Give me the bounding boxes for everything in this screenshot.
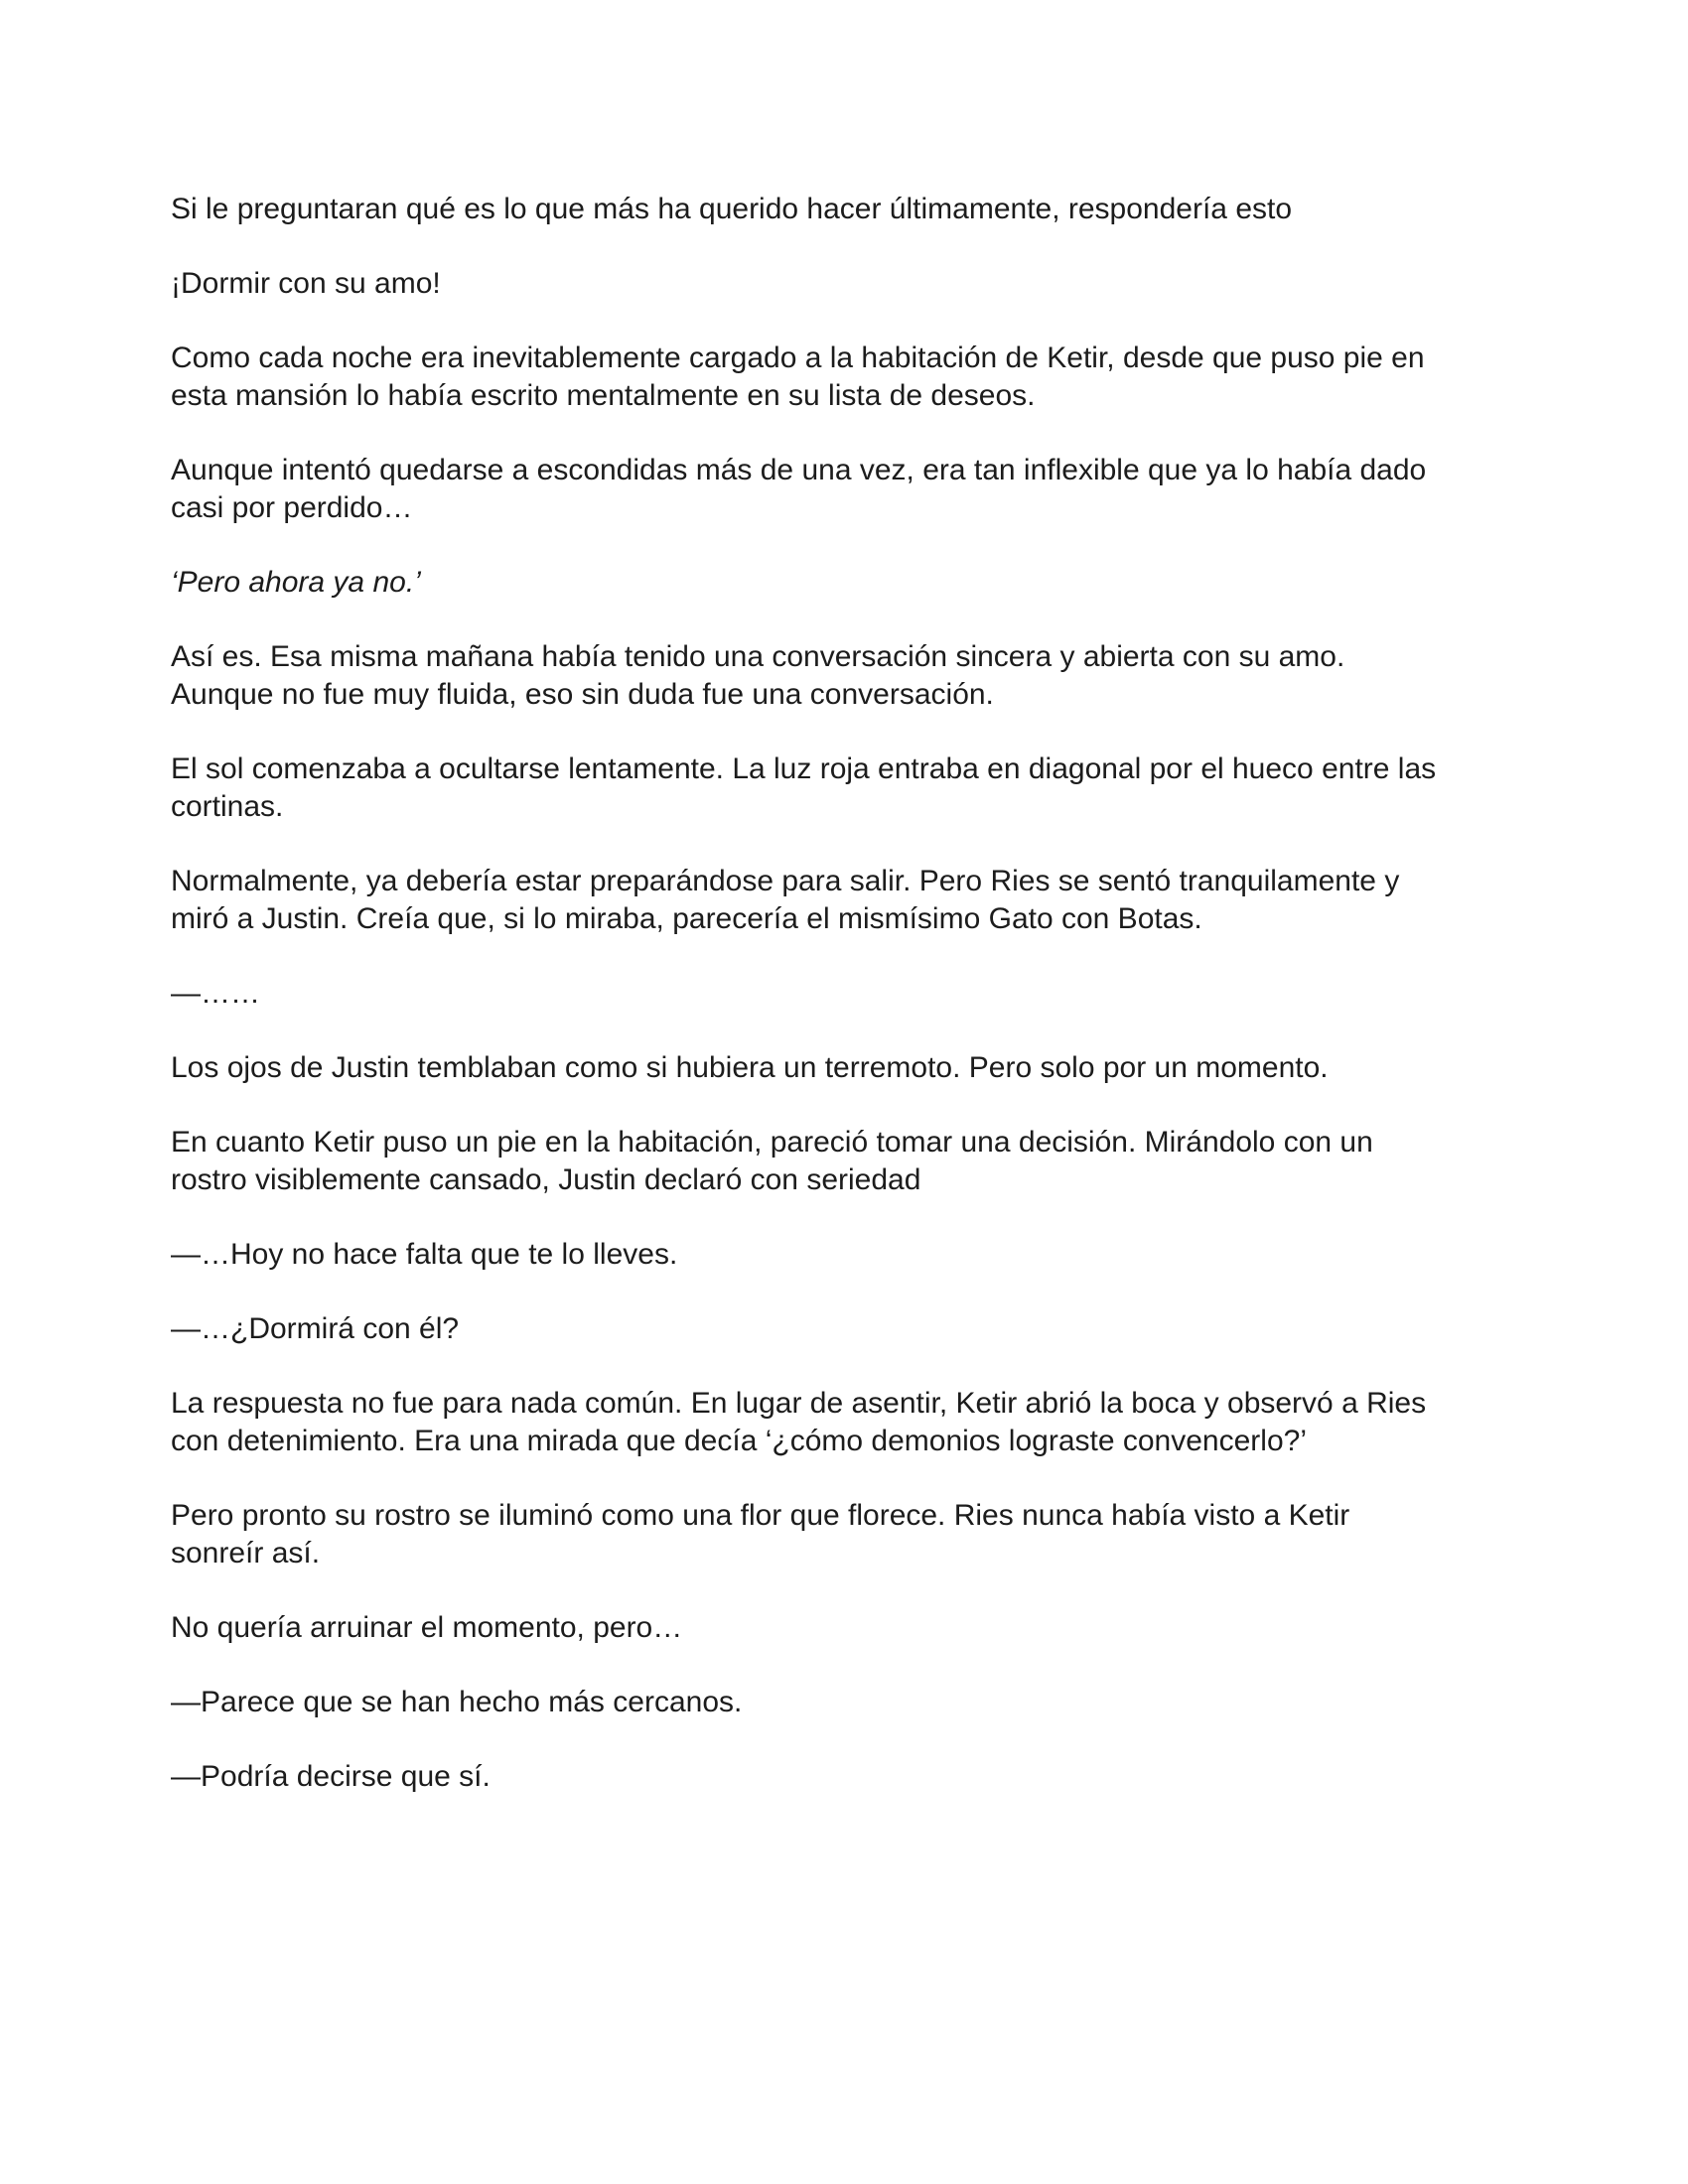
paragraph [171,564,1521,602]
text-line: Aunque no fue muy fluida, eso sin duda fue una conversación. [171,678,994,711]
text-line: —…… [171,977,260,1010]
paragraph [171,1385,1521,1460]
text-line: —…¿Dormirá con él? [171,1312,460,1345]
text-line: —…Hoy no hace falta que te lo lleves. [171,1238,678,1271]
paragraph [171,1236,1521,1274]
text-line: sonreír así. [171,1537,321,1570]
paragraph [171,1684,1521,1721]
text-line: No quería arruinar el momento, pero… [171,1611,683,1644]
paragraph [171,1497,1521,1572]
text-line: Pero pronto su rostro se iluminó como una flor que florece. Ries nunca había visto a Ketir [171,1499,1350,1532]
text-line: En cuanto Ketir puso un pie en la habitación, pareció tomar una decisión. Mirándolo con un [171,1126,1373,1159]
text-line: La respuesta no fue para nada común. En lugar de asentir, Ketir abrió la boca y observó a Ries [171,1387,1427,1420]
paragraph [171,1609,1521,1647]
text-line: —Parece que se han hecho más cercanos. [171,1686,743,1718]
text-line: ‘Pero ahora ya no.’ [171,566,421,599]
text-line: Como cada noche era inevitablemente cargado a la habitación de Ketir, desde que puso pie en [171,341,1425,374]
text-line: miró a Justin. Creía que, si lo miraba, parecería el mismísimo Gato con Botas. [171,902,1202,935]
text-line: con detenimiento. Era una mirada que decía ‘¿cómo demonios lograste convencerlo?’ [171,1425,1307,1457]
text-line: —Podría decirse que sí. [171,1760,491,1793]
paragraph [171,191,1521,228]
text-line: Los ojos de Justin temblaban como si hubiera un terremoto. Pero solo por un momento. [171,1051,1329,1084]
paragraph [171,863,1521,938]
document-body [171,191,1521,1796]
paragraph [171,751,1521,826]
paragraph [171,452,1521,527]
text-line: esta mansión lo había escrito mentalmente en su lista de deseos. [171,379,1036,412]
text-line: Normalmente, ya debería estar preparándose para salir. Pero Ries se sentó tranquilamente y [171,865,1400,897]
text-line: cortinas. [171,790,284,823]
text-line: rostro visiblemente cansado, Justin declaró con seriedad [171,1163,921,1196]
paragraph [171,975,1521,1013]
paragraph [171,1124,1521,1199]
text-line: Si le preguntaran qué es lo que más ha querido hacer últimamente, respondería esto [171,193,1293,225]
text-line: ¡Dormir con su amo! [171,267,441,300]
text-line: Así es. Esa misma mañana había tenido una conversación sincera y abierta con su amo. [171,640,1345,673]
paragraph [171,1310,1521,1348]
paragraph [171,1758,1521,1796]
text-line: El sol comenzaba a ocultarse lentamente. La luz roja entraba en diagonal por el hueco entre las [171,752,1437,785]
paragraph [171,1049,1521,1087]
text-line: casi por perdido… [171,491,413,524]
text-line: Aunque intentó quedarse a escondidas más de una vez, era tan inflexible que ya lo había dado [171,454,1427,486]
paragraph [171,265,1521,303]
paragraph [171,340,1521,415]
paragraph [171,638,1521,714]
